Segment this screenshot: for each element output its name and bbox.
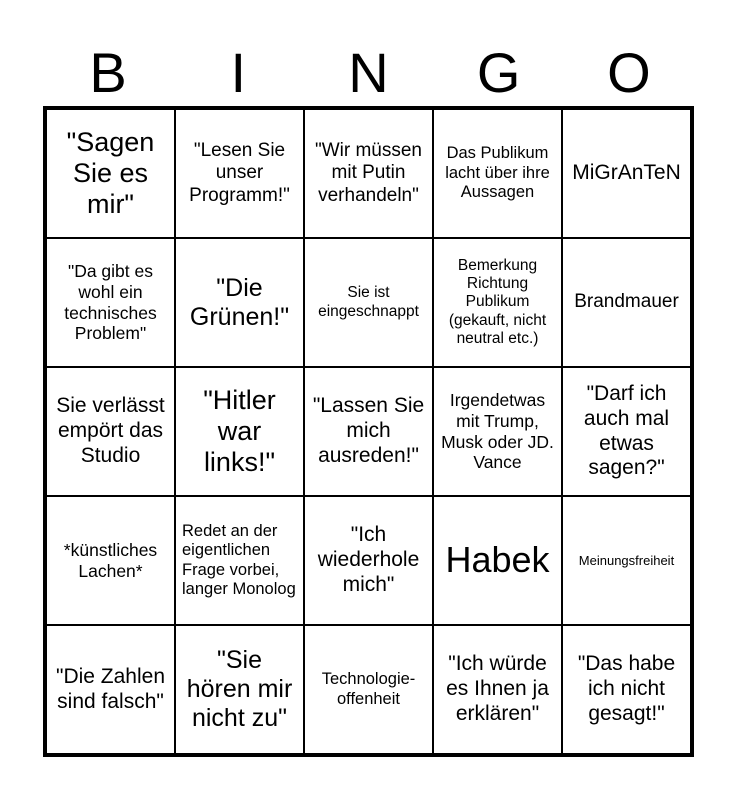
bingo-cell[interactable]: "Die Grünen!" — [175, 238, 304, 367]
header-letter-i: I — [230, 41, 247, 104]
bingo-cell[interactable]: Brandmauer — [562, 238, 691, 367]
bingo-cell[interactable]: "Wir müssen mit Putin verhandeln" — [304, 109, 433, 238]
bingo-cell[interactable]: "Sie hören mir nicht zu" — [175, 625, 304, 754]
bingo-cell[interactable]: Irgendetwas mit Trump, Musk oder JD. Vance — [433, 367, 562, 496]
bingo-cell[interactable]: Sie ist eingeschnappt — [304, 238, 433, 367]
bingo-cell[interactable]: "Ich würde es Ihnen ja erklären" — [433, 625, 562, 754]
bingo-cell[interactable]: "Lesen Sie unser Programm!" — [175, 109, 304, 238]
bingo-cell[interactable]: Habek — [433, 496, 562, 625]
bingo-cell[interactable]: "Die Zahlen sind falsch" — [46, 625, 175, 754]
bingo-cell[interactable]: "Darf ich auch mal etwas sagen?" — [562, 367, 691, 496]
bingo-cell[interactable]: Redet an der eigentlichen Frage vorbei, langer Monolog — [175, 496, 304, 625]
bingo-cell[interactable]: "Da gibt es wohl ein technisches Problem" — [46, 238, 175, 367]
bingo-cell[interactable]: Das Publikum lacht über ihre Aussagen — [433, 109, 562, 238]
bingo-cell[interactable]: "Lassen Sie mich ausreden!" — [304, 367, 433, 496]
header-letter-g: G — [476, 41, 521, 104]
bingo-cell[interactable]: Bemerkung Richtung Publikum (gekauft, nicht neutral etc.) — [433, 238, 562, 367]
bingo-cell[interactable]: "Sagen Sie es mir" — [46, 109, 175, 238]
bingo-cell[interactable]: "Ich wiederhole mich" — [304, 496, 433, 625]
header-letter-n: N — [348, 41, 389, 104]
bingo-cell[interactable]: *künstliches Lachen* — [46, 496, 175, 625]
bingo-cell[interactable]: MiGrAnTeN — [562, 109, 691, 238]
bingo-cell[interactable]: "Hitler war links!" — [175, 367, 304, 496]
bingo-grid — [43, 106, 694, 757]
bingo-cell[interactable]: "Das habe ich nicht gesagt!" — [562, 625, 691, 754]
bingo-cell[interactable]: Meinungsfreiheit — [562, 496, 691, 625]
header-letter-o: O — [607, 41, 651, 104]
bingo-cell[interactable]: Technologie-offenheit — [304, 625, 433, 754]
header-letter-b: B — [89, 41, 127, 104]
bingo-cell[interactable]: Sie verlässt empört das Studio — [46, 367, 175, 496]
bingo-header — [43, 40, 694, 106]
